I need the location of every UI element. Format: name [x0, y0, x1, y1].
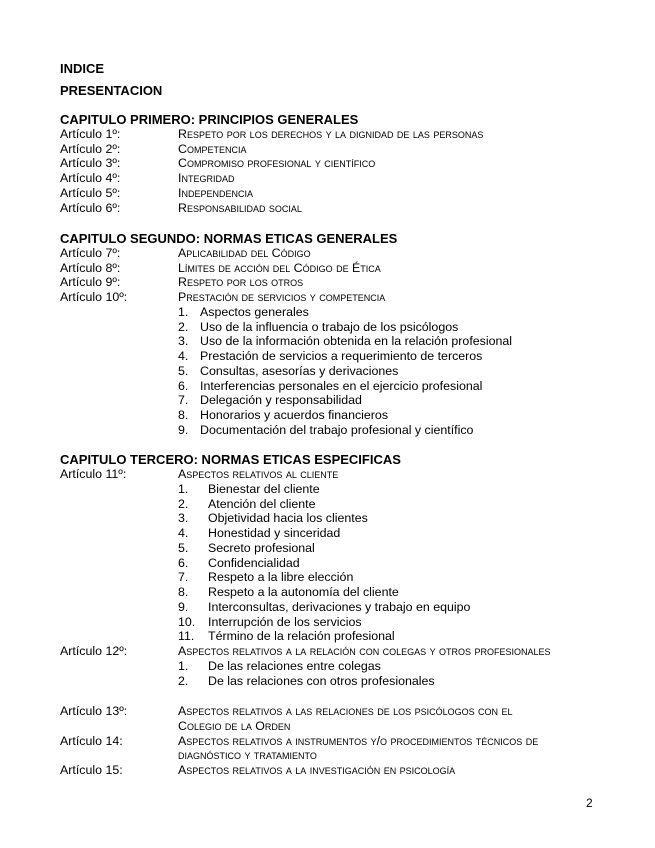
article-title: Prestación de servicios y competencia [178, 290, 386, 304]
list-item-number: 4. [178, 349, 189, 363]
list-item [60, 408, 615, 423]
list-item-text: De las relaciones entre colegas [208, 659, 381, 673]
article-title: Aspectos relativos a la relación con colegas y otros profesionales [178, 644, 551, 658]
list-item-text: Interconsultas, derivaciones y trabajo en equipo [208, 600, 471, 614]
page-number: 2 [586, 796, 593, 810]
list-item-text: Interrupción de los servicios [208, 615, 362, 629]
article-label: Artículo 8º: [60, 261, 121, 275]
list-item [60, 423, 615, 438]
article-title: Aspectos relativos a las relaciones de los psicólogos con el [178, 704, 513, 718]
list-item-text: Objetividad hacia los clientes [208, 511, 368, 525]
article-label: Artículo 4º: [60, 171, 121, 185]
article-title: Aspectos relativos a la investigación en psicología [178, 763, 456, 777]
list-item [60, 482, 615, 497]
list-item [60, 600, 615, 615]
article-title: Competencia [178, 142, 247, 156]
list-item-text: Atención del cliente [208, 497, 316, 511]
list-item [60, 320, 615, 335]
article-row [60, 290, 615, 305]
article-label: Artículo 3º: [60, 156, 121, 170]
list-item [60, 674, 615, 689]
article-row [60, 763, 615, 778]
list-item [60, 364, 615, 379]
list-item-number: 3. [178, 511, 189, 525]
list-item-text: Término de la relación profesional [208, 629, 395, 643]
list-item-number: 9. [178, 423, 189, 437]
article-title: Respeto por los otros [178, 275, 304, 289]
list-item [60, 526, 615, 541]
article-row [60, 275, 615, 290]
list-item [60, 349, 615, 364]
article-row [60, 142, 615, 157]
list-item-number: 1. [178, 305, 189, 319]
list-item-text: Uso de la información obtenida en la relación profesional [200, 334, 513, 348]
list-item-text: Honestidad y sinceridad [208, 526, 341, 540]
article-title: Aspectos relativos a instrumentos y/o procedimientos técnicos de [178, 734, 539, 748]
article-row [60, 644, 615, 659]
list-item-text: Secreto profesional [208, 541, 315, 555]
article-row [60, 186, 615, 201]
article-title-cont: Colegio de la Orden [178, 719, 291, 733]
list-item-text: Aspectos generales [200, 305, 309, 319]
list-item [60, 556, 615, 571]
list-item [60, 570, 615, 585]
list-item-number: 4. [178, 526, 189, 540]
article-label: Artículo 12º: [60, 644, 128, 658]
list-item-number: 5. [178, 541, 189, 555]
list-item-text: Interferencias personales en el ejercicio profesional [200, 379, 483, 393]
list-item-text: Respeto a la autonomía del cliente [208, 585, 399, 599]
article-title-continuation [60, 719, 615, 734]
list-item-number: 1. [178, 482, 189, 496]
article-title-continuation [60, 748, 615, 763]
list-item-text: Uso de la influencia o trabajo de los psicólogos [200, 320, 459, 334]
list-item-number: 3. [178, 334, 189, 348]
list-item-number: 10. [178, 615, 196, 629]
chapter-heading: CAPITULO PRIMERO: PRINCIPIOS GENERALES [60, 112, 359, 127]
list-item-number: 9. [178, 600, 189, 614]
list-item-number: 6. [178, 379, 189, 393]
list-item [60, 393, 615, 408]
article-title-cont: diagnóstico y tratamiento [178, 748, 317, 762]
list-item [60, 497, 615, 512]
article-title: Aplicabilidad del Código [178, 246, 311, 260]
list-item [60, 379, 615, 394]
article-row [60, 704, 615, 719]
list-item-text: Delegación y responsabilidad [200, 393, 362, 407]
list-item-number: 2. [178, 497, 189, 511]
list-item-text: Honorarios y acuerdos financieros [200, 408, 389, 422]
list-item-text: Consultas, asesorías y derivaciones [200, 364, 399, 378]
presentation-heading: PRESENTACION [60, 83, 163, 98]
list-item [60, 629, 615, 644]
article-row [60, 127, 615, 142]
article-row [60, 171, 615, 186]
article-label: Artículo 13º: [60, 704, 128, 718]
list-item-text: Confidencialidad [208, 556, 300, 570]
article-row [60, 261, 615, 276]
article-title: Respeto por los derechos y la dignidad de las personas [178, 127, 484, 141]
list-item-number: 1. [178, 659, 189, 673]
index-heading: INDICE [60, 61, 105, 76]
list-item-text: Respeto a la libre elección [208, 570, 354, 584]
article-label: Artículo 10º: [60, 290, 128, 304]
article-label: Artículo 7º: [60, 246, 121, 260]
article-label: Artículo 9º: [60, 275, 121, 289]
list-item-number: 8. [178, 585, 189, 599]
list-item-text: Bienestar del cliente [208, 482, 320, 496]
article-label: Artículo 14: [60, 734, 123, 748]
list-item-number: 2. [178, 320, 189, 334]
list-item-number: 7. [178, 570, 189, 584]
list-item-text: Documentación del trabajo profesional y científico [200, 423, 474, 437]
article-row [60, 734, 615, 749]
article-title: Límites de acción del Código de Ética [178, 261, 381, 275]
article-title: Independencia [178, 186, 253, 200]
article-row [60, 467, 615, 482]
list-item [60, 659, 615, 674]
chapter-heading: CAPITULO TERCERO: NORMAS ETICAS ESPECIFICAS [60, 452, 401, 467]
article-label: Artículo 5º: [60, 186, 121, 200]
article-label: Artículo 15: [60, 763, 123, 777]
article-row [60, 201, 615, 216]
list-item [60, 305, 615, 320]
chapter-heading: CAPITULO SEGUNDO: NORMAS ETICAS GENERALES [60, 231, 398, 246]
list-item [60, 541, 615, 556]
list-item-text: Prestación de servicios a requerimiento de terceros [200, 349, 483, 363]
article-label: Artículo 2º: [60, 142, 121, 156]
list-item [60, 585, 615, 600]
list-item [60, 334, 615, 349]
list-item-number: 5. [178, 364, 189, 378]
list-item [60, 615, 615, 630]
article-title: Aspectos relativos al cliente [178, 467, 339, 481]
article-label: Artículo 11º: [60, 467, 127, 481]
article-label: Artículo 1º: [60, 127, 121, 141]
list-item [60, 511, 615, 526]
article-label: Artículo 6º: [60, 201, 121, 215]
list-item-number: 11. [178, 629, 195, 643]
article-title: Integridad [178, 171, 235, 185]
article-title: Compromiso profesional y científico [178, 156, 376, 170]
list-item-number: 2. [178, 674, 189, 688]
article-title: Responsabilidad social [178, 201, 302, 215]
list-item-text: De las relaciones con otros profesionales [208, 674, 435, 688]
article-row [60, 156, 615, 171]
list-item-number: 6. [178, 556, 189, 570]
list-item-number: 8. [178, 408, 189, 422]
article-row [60, 246, 615, 261]
list-item-number: 7. [178, 393, 189, 407]
